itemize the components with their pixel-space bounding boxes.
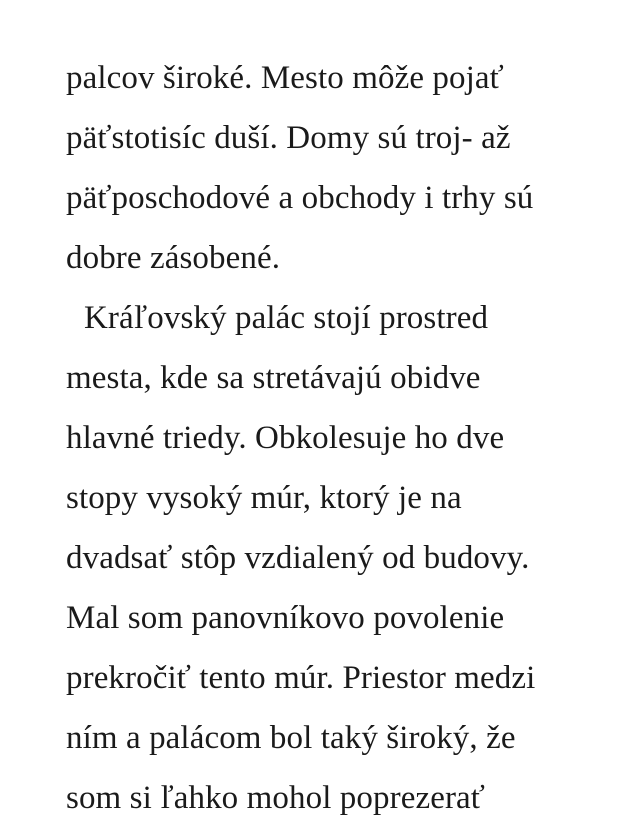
- text-line: hlavné triedy. Obkolesuje ho dve: [66, 420, 505, 456]
- text-line: ním a palácom bol taký široký, že: [66, 720, 516, 756]
- text-line: dvadsať stôp vzdialený od budovy.: [66, 540, 530, 576]
- paragraph-start-line: Kráľovský palác stojí prostred: [84, 300, 489, 336]
- body-text: [66, 48, 626, 828]
- text-line: päťstotisíc duší. Domy sú troj- až: [66, 120, 511, 156]
- text-line: Mal som panovníkovo povolenie: [66, 600, 505, 636]
- text-line: palcov široké. Mesto môže pojať: [66, 60, 504, 96]
- text-line: päťposchodové a obchody i trhy sú: [66, 180, 534, 216]
- text-line: dobre zásobené.: [66, 240, 281, 276]
- text-line: stopy vysoký múr, ktorý je na: [66, 480, 462, 516]
- text-line: mesta, kde sa stretávajú obidve: [66, 360, 481, 396]
- text-line: prekročiť tento múr. Priestor medzi: [66, 660, 536, 696]
- text-line: som si ľahko mohol poprezerať: [66, 780, 485, 816]
